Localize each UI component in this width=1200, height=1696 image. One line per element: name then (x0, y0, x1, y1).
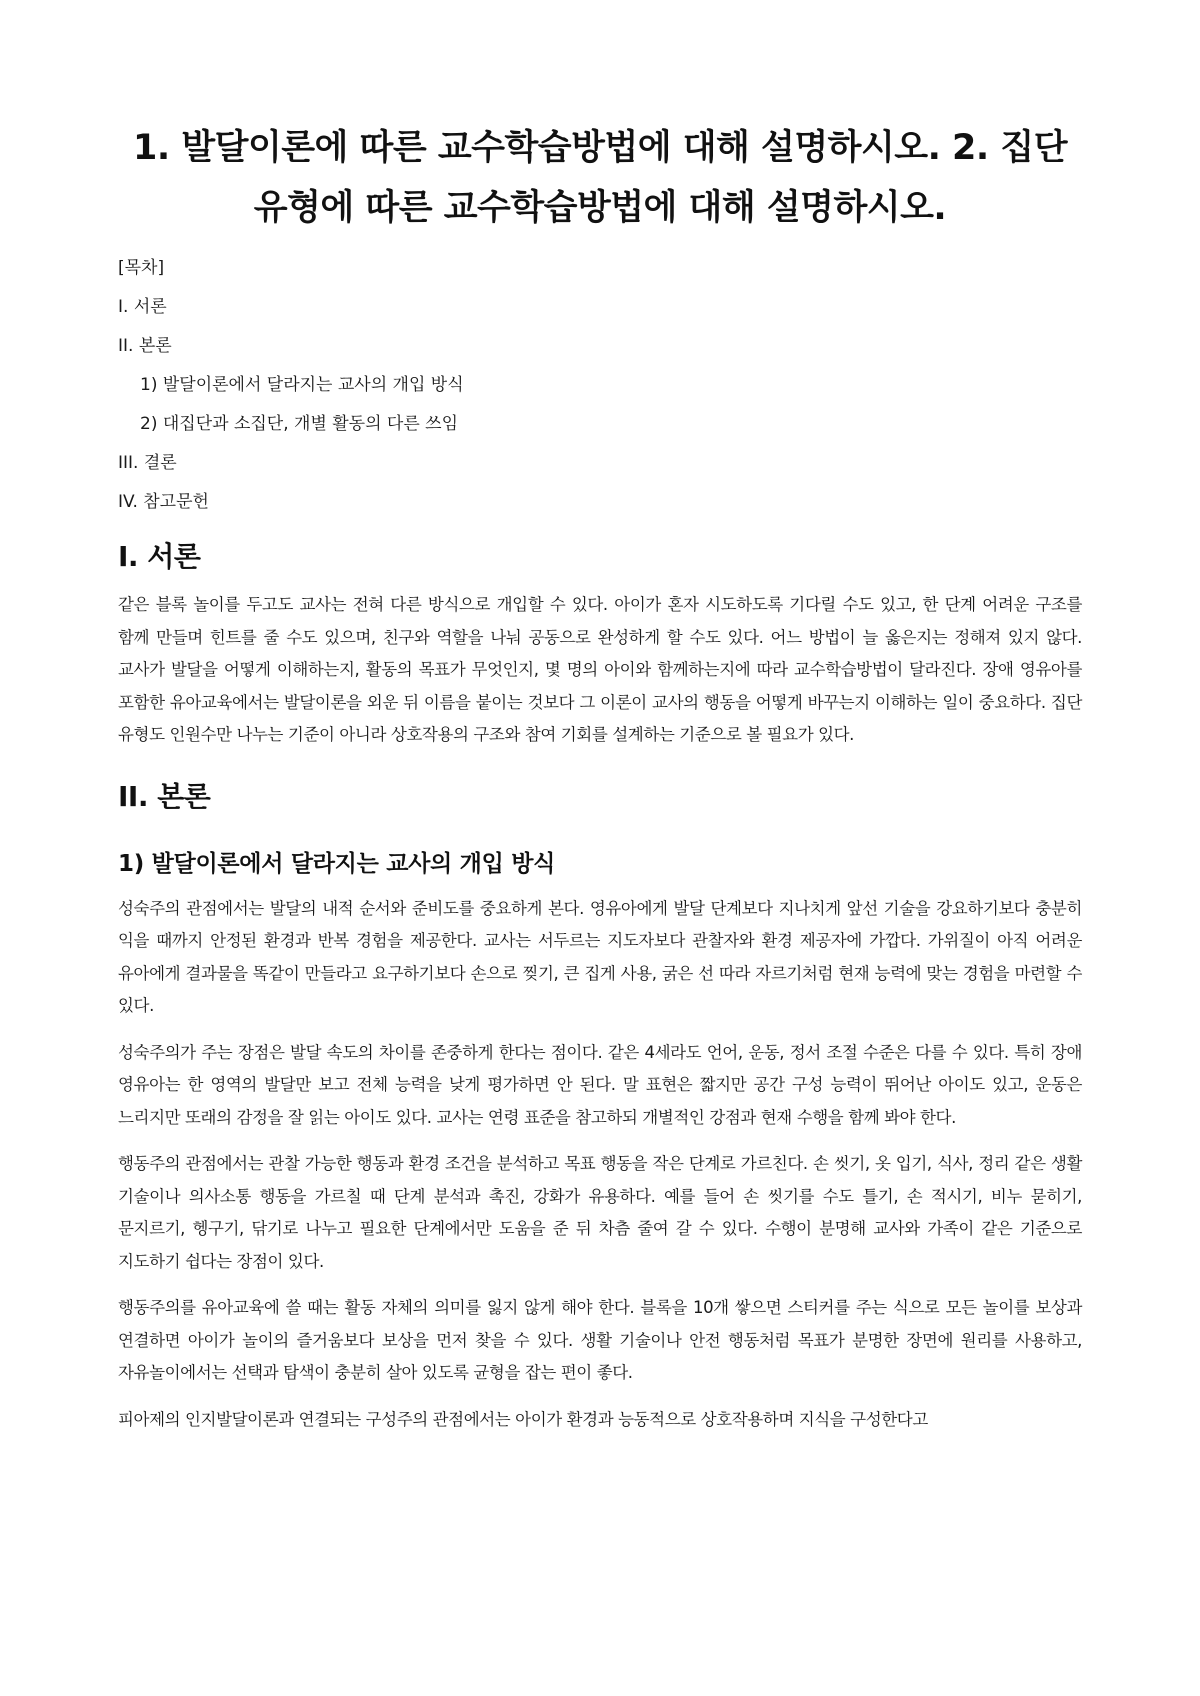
body-paragraph: 피아제의 인지발달이론과 연결되는 구성주의 관점에서는 아이가 환경과 능동적으로 상호작용하며 지식을 구성한다고 (118, 1409, 928, 1429)
subsection-heading-1: 1) 발달이론에서 달라지는 교사의 개입 방식 (118, 850, 556, 877)
document-title: 1. 발달이론에 따른 교수학습방법에 대해 설명하시오. 2. 집단 유형에 따른 교수학습방법에 대해 설명하시오. (132, 128, 1068, 228)
body-paragraph: 성숙주의가 주는 장점은 발달 속도의 차이를 존중하게 한다는 점이다. 같은 4세라도 언어, 운동, 정서 조절 수준은 다를 수 있다. 특히 장애 영유아는 한 영역의 발달만 보고 전체 능력을 낮게 평가하면 안 된다. 말 표현은 짧지만 공간 구성 능력이 뛰어난 아이도 있고, 운동은 느리지만 또래의 감정을 잘 읽는 아이도 있다. 교사는 연령 표준을 참고하되 개별적인 강점과 현재 수행을 함께 봐야 한다. (118, 1042, 1082, 1127)
document-page (118, 118, 1082, 1436)
toc-item-body-sub2: 2) 대집단과 소집단, 개별 활동의 다른 쓰임 (140, 414, 459, 434)
toc-item-conclusion: III. 결론 (118, 453, 177, 473)
section-heading-intro: I. 서론 (118, 540, 201, 573)
toc-item-body-sub1: 1) 발달이론에서 달라지는 교사의 개입 방식 (140, 375, 464, 395)
toc-item-body: II. 본론 (118, 336, 172, 356)
toc-heading: [목차] (118, 258, 165, 278)
toc-item-references: IV. 참고문헌 (118, 492, 209, 512)
body-paragraph: 성숙주의 관점에서는 발달의 내적 순서와 준비도를 중요하게 본다. 영유아에게 발달 단계보다 지나치게 앞선 기술을 강요하기보다 충분히 익을 때까지 안정된 환경과 반복 경험을 제공한다. 교사는 서두르는 지도자보다 관찰자와 환경 제공자에 가깝다. 가위질이 아직 어려운 유아에게 결과물을 똑같이 만들라고 요구하기보다 손으로 찢기, 큰 집게 사용, 굵은 선 따라 자르기처럼 현재 능력에 맞는 경험을 마련할 수 있다. (118, 898, 1082, 1015)
body-paragraph: 행동주의를 유아교육에 쓸 때는 활동 자체의 의미를 잃지 않게 해야 한다. 블록을 10개 쌓으면 스티커를 주는 식으로 모든 놀이를 보상과 연결하면 아이가 놀이의 즐거움보다 보상을 먼저 찾을 수 있다. 생활 기술이나 안전 행동처럼 목표가 분명한 장면에 원리를 사용하고, 자유놀이에서는 선택과 탐색이 충분히 살아 있도록 균형을 잡는 편이 좋다. (118, 1298, 1082, 1382)
body-paragraph: 행동주의 관점에서는 관찰 가능한 행동과 환경 조건을 분석하고 목표 행동을 작은 단계로 가르친다. 손 씻기, 옷 입기, 식사, 정리 같은 생활 기술이나 의사소통 행동을 가르칠 때 단계 분석과 촉진, 강화가 유용하다. 예를 들어 손 씻기를 수도 틀기, 손 적시기, 비누 묻히기, 문지르기, 헹구기, 닦기로 나누고 필요한 단계에서만 도움을 준 뒤 차츰 줄여 갈 수 있다. 수행이 분명해 교사와 가족이 같은 기준으로 지도하기 쉽다는 장점이 있다. (118, 1154, 1082, 1271)
section-heading-body: II. 본론 (118, 779, 211, 813)
toc-item-intro: I. 서론 (118, 297, 167, 317)
intro-paragraph: 같은 블록 놀이를 두고도 교사는 전혀 다른 방식으로 개입할 수 있다. 아이가 혼자 시도하도록 기다릴 수도 있고, 한 단계 어려운 구조를 함께 만들며 힌트를 줄 수도 있으며, 친구와 역할을 나눠 공동으로 완성하게 할 수도 있다. 어느 방법이 늘 옳은지는 정해져 있지 않다. 교사가 발달을 어떻게 이해하는지, 활동의 목표가 무엇인지, 몇 명의 아이와 함께하는지에 따라 교수학습방법이 달라진다. 장애 영유아를 포함한 유아교육에서는 발달이론을 외운 뒤 이름을 붙이는 것보다 그 이론이 교사의 행동을 어떻게 바꾸는지 이해하는 일이 중요하다. 집단 유형도 인원수만 나누는 기준이 아니라 상호작용의 구조와 참여 기회를 설계하는 기준으로 볼 필요가 있다. (118, 595, 1082, 744)
table-of-contents (118, 258, 1082, 512)
